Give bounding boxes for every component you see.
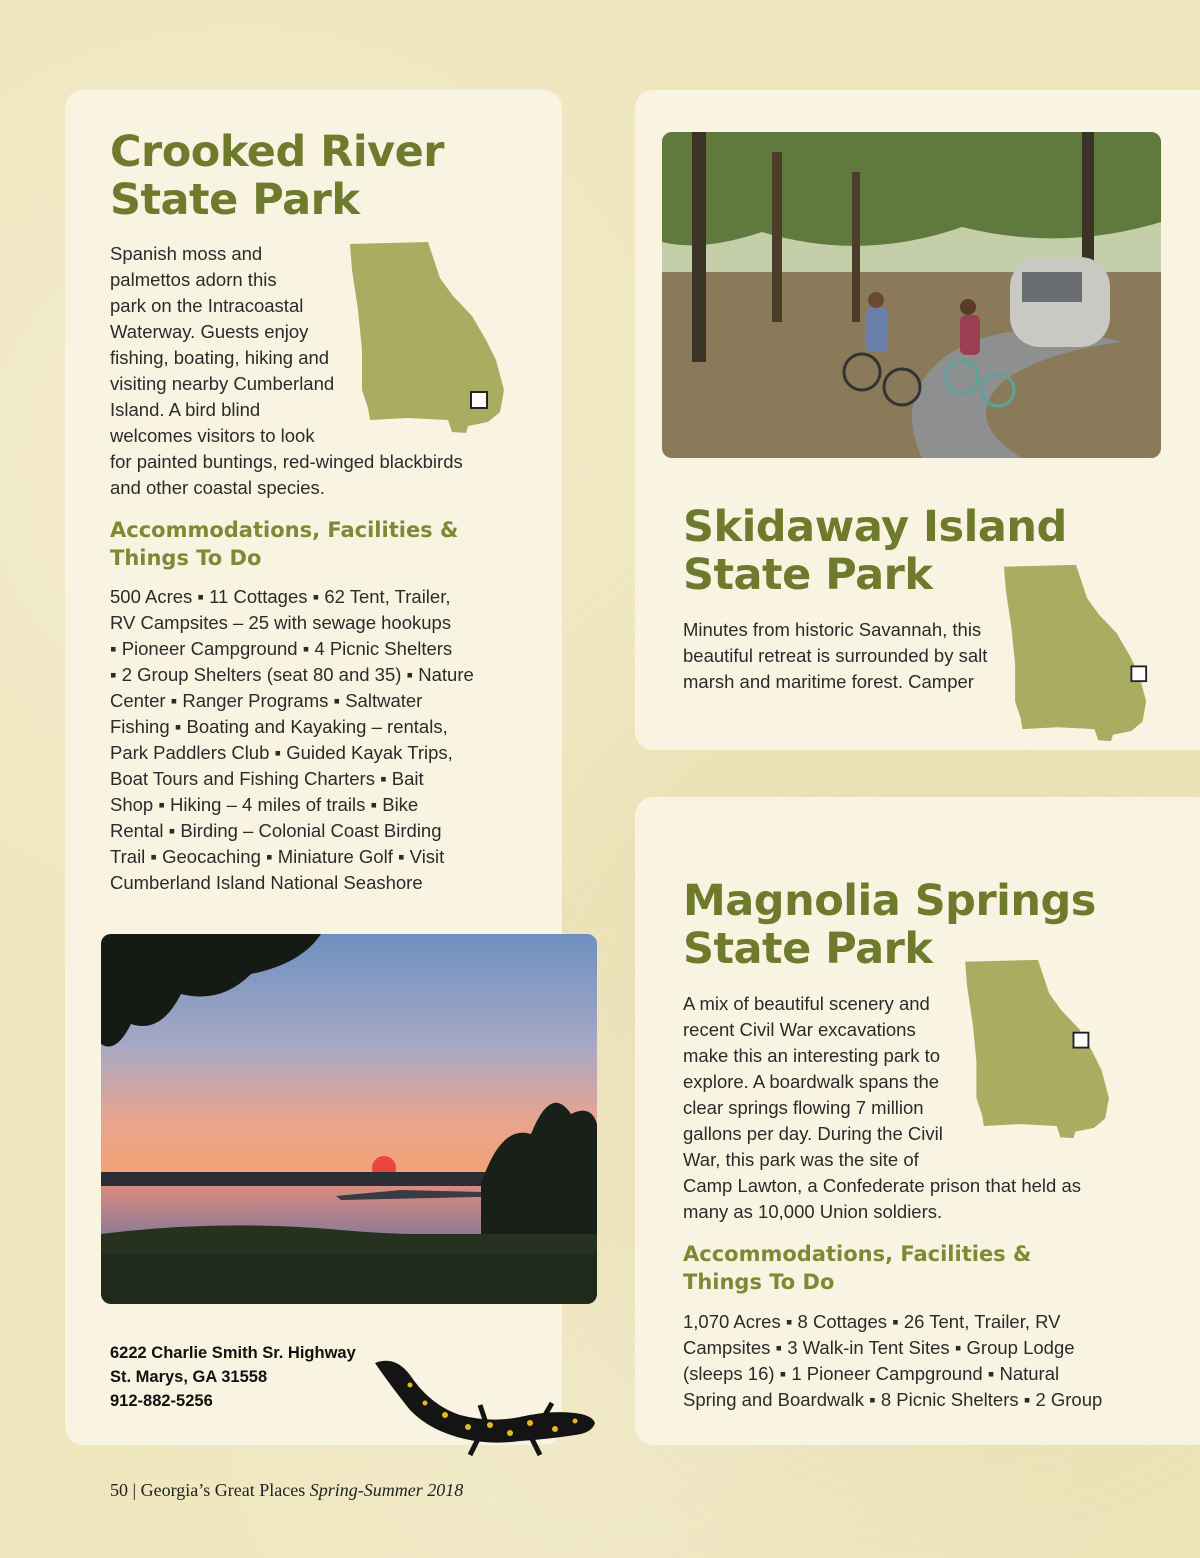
subhead-line: Things To Do (110, 546, 262, 570)
text-line: and other coastal species. (110, 477, 325, 498)
text-line: Spanish moss and (110, 243, 263, 264)
publication-name: Georgia’s Great Places (140, 1480, 306, 1500)
cycling-photo-illustration (662, 132, 1161, 458)
text-line: park on the Intracoastal (110, 295, 304, 316)
footer-separator: | (132, 1480, 137, 1500)
text-line: Rental ▪ Birding – Colonial Coast Birding (110, 820, 442, 841)
text-line: visiting nearby Cumberland (110, 373, 335, 394)
page-footer (110, 1480, 463, 1501)
text-line: 500 Acres ▪ 11 Cottages ▪ 62 Tent, Trailer, (110, 586, 451, 607)
crooked-river-address (110, 1341, 356, 1413)
text-line: beautiful retreat is surrounded by salt (683, 645, 988, 666)
text-line: Shop ▪ Hiking – 4 miles of trails ▪ Bike (110, 794, 419, 815)
crooked-river-description (110, 241, 510, 501)
text-line: Cumberland Island National Seashore (110, 872, 423, 893)
text-line: Trail ▪ Geocaching ▪ Miniature Golf ▪ Visit (110, 846, 445, 867)
title-line: Crooked River (110, 127, 444, 177)
page-number: 50 (110, 1480, 128, 1500)
skidaway-description (683, 617, 1013, 695)
text-line: Minutes from historic Savannah, this (683, 619, 982, 640)
title-line: State Park (110, 175, 360, 225)
cycling-photo (662, 132, 1161, 458)
text-line: many as 10,000 Union soldiers. (683, 1201, 943, 1222)
title-line: State Park (683, 550, 933, 600)
georgia-map-icon (1000, 563, 1152, 743)
address-city: St. Marys, GA 31558 (110, 1368, 268, 1386)
text-line: ▪ 2 Group Shelters (seat 80 and 35) ▪ Nature (110, 664, 474, 685)
salamander-icon (370, 1355, 600, 1460)
text-line: Island. A bird blind (110, 399, 261, 420)
text-line: Fishing ▪ Boating and Kayaking – rentals, (110, 716, 448, 737)
text-line: Waterway. Guests enjoy (110, 321, 309, 342)
text-line: 1,070 Acres ▪ 8 Cottages ▪ 26 Tent, Trailer, RV (683, 1311, 1061, 1332)
text-line: palmettos adorn this (110, 269, 277, 290)
text-line: (sleeps 16) ▪ 1 Pioneer Campground ▪ Natural (683, 1363, 1060, 1384)
text-line: Park Paddlers Club ▪ Guided Kayak Trips, (110, 742, 453, 763)
crooked-river-title (110, 128, 444, 224)
text-line: Boat Tours and Fishing Charters ▪ Bait (110, 768, 424, 789)
text-line: welcomes visitors to look (110, 425, 315, 446)
title-line: Magnolia Springs (683, 876, 1096, 926)
text-line: A mix of beautiful scenery and (683, 993, 930, 1014)
title-line: State Park (683, 924, 933, 974)
magnolia-amenities-list (683, 1309, 1153, 1413)
phone-number: 912-882-5256 (110, 1392, 213, 1410)
text-line: make this an interesting park to (683, 1045, 941, 1066)
address-street: 6222 Charlie Smith Sr. Highway (110, 1344, 356, 1362)
text-line: Campsites ▪ 3 Walk-in Tent Sites ▪ Group Lodge (683, 1337, 1075, 1358)
text-line: Camp Lawton, a Confederate prison that held as (683, 1175, 1081, 1196)
text-line: for painted buntings, red-winged blackbirds (110, 451, 463, 472)
text-line: explore. A boardwalk spans the (683, 1071, 940, 1092)
text-line: War, this park was the site of (683, 1149, 919, 1170)
text-line: Center ▪ Ranger Programs ▪ Saltwater (110, 690, 423, 711)
subhead-line: Accommodations, Facilities & (110, 518, 459, 542)
crooked-river-amenities-list (110, 584, 530, 896)
title-line: Skidaway Island (683, 502, 1067, 552)
issue-name: Spring-Summer 2018 (309, 1480, 464, 1500)
text-line: Spring and Boardwalk ▪ 8 Picnic Shelters ▪ 2 Group (683, 1389, 1103, 1410)
text-line: gallons per day. During the Civil (683, 1123, 943, 1144)
magnolia-description (683, 991, 1103, 1225)
text-line: RV Campsites – 25 with sewage hookups (110, 612, 452, 633)
text-line: fishing, boating, hiking and (110, 347, 330, 368)
text-line: ▪ Pioneer Campground ▪ 4 Picnic Shelters (110, 638, 453, 659)
sunset-photo (101, 934, 597, 1304)
subhead-line: Accommodations, Facilities & (683, 1242, 1032, 1266)
text-line: recent Civil War excavations (683, 1019, 916, 1040)
text-line: marsh and maritime forest. Camper (683, 671, 974, 692)
text-line: clear springs flowing 7 million (683, 1097, 924, 1118)
sunset-photo-illustration (101, 934, 597, 1304)
crooked-river-amenities-heading (110, 516, 458, 572)
subhead-line: Things To Do (683, 1270, 835, 1294)
magnolia-amenities-heading (683, 1240, 1031, 1296)
